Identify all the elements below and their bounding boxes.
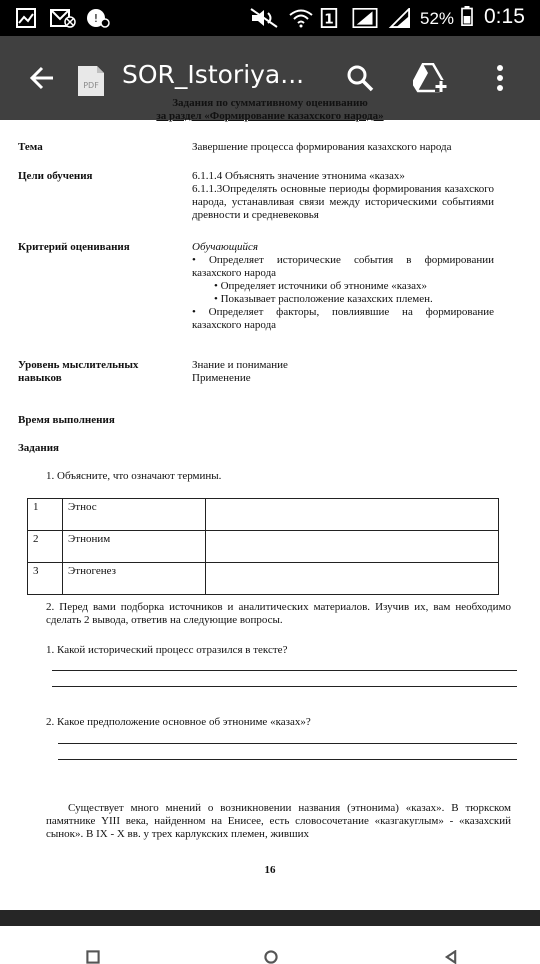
term-number: 3 (28, 563, 63, 595)
criteria-item: • Определяет факторы, повлиявшие на формирование казахского народа (192, 306, 494, 331)
goals-value (192, 170, 494, 222)
topic-label: Тема (18, 141, 43, 153)
table-row (28, 499, 499, 531)
tasks-label: Задания (18, 442, 59, 454)
image-notification-icon (16, 8, 36, 28)
more-vert-icon (496, 64, 504, 92)
source-passage: Существует много мнений о возникновении названия (этнонима) «казах». В тюркском памятнике YIII века, найденном на Енисее, есть словосочетание «казгакуглым» - «казахский сынок». В IX - X вв. у трех карлукских племен, живших (46, 802, 511, 840)
term-name: Этнос (63, 499, 206, 531)
signal-icon-2 (388, 8, 412, 28)
level-item: Знание и понимание (192, 359, 288, 371)
term-definition (206, 531, 499, 563)
criteria-item: • Показывает расположение казахских племен. (214, 293, 433, 305)
criteria-value (192, 241, 494, 332)
term-name: Этногенез (63, 563, 206, 595)
task-1-text: 1. Объясните, что означают термины. (46, 470, 222, 482)
answer-line (58, 743, 517, 744)
answer-line (52, 686, 517, 687)
search-icon (346, 64, 374, 92)
pdf-file-icon (78, 66, 104, 96)
criteria-label: Критерий оценивания (18, 241, 130, 253)
settings-notification-icon (86, 8, 110, 28)
goals-label: Цели обучения (18, 170, 93, 182)
mute-icon (250, 8, 280, 28)
term-number: 1 (28, 499, 63, 531)
wifi-icon (288, 8, 314, 28)
drive-add-icon (413, 63, 447, 93)
svg-text:1: 1 (324, 11, 334, 28)
answer-line (58, 759, 517, 760)
table-row (28, 531, 499, 563)
criteria-intro: Обучающийся (192, 241, 259, 253)
svg-text:PDF: PDF (83, 81, 99, 90)
page-number: 16 (264, 864, 276, 876)
question-2: 2. Какое предположение основное об этнониме «казах»? (46, 716, 311, 728)
question-1: 1. Какой исторический процесс отразился в тексте? (46, 644, 288, 656)
battery-percent: 52% (420, 9, 455, 28)
navigation-bar (0, 926, 540, 960)
more-options-button[interactable] (480, 58, 520, 98)
document-title: SOR_Istoriya... (122, 60, 305, 89)
answer-line (52, 670, 517, 671)
search-button[interactable] (340, 58, 380, 98)
document-heading-line-2: за раздел «Формирование казахского народа» (156, 110, 384, 122)
table-row (28, 563, 499, 595)
term-definition (206, 563, 499, 595)
pdf-page[interactable] (0, 96, 540, 910)
bottom-toolbar (0, 910, 540, 926)
document-heading-line-1: Задания по суммативному оцениванию (172, 97, 368, 109)
task-2-text: 2. Перед вами подборка источников и аналитических материалов. Изучив их, вам необходимо сделать 2 вывода, ответив на следующие вопросы. (46, 601, 511, 626)
recent-apps-icon[interactable] (86, 950, 100, 964)
level-label: Уровень мыслительных навыков (18, 359, 139, 384)
home-icon[interactable] (264, 950, 278, 964)
level-value (192, 359, 494, 385)
time-label: Время выполнения (18, 414, 115, 426)
term-number: 2 (28, 531, 63, 563)
battery-icon (460, 6, 474, 26)
criteria-item: • Определяет исторические события в формировании казахского народа (192, 254, 494, 279)
sim-indicator-icon (320, 8, 338, 28)
level-item: Применение (192, 372, 251, 384)
terms-table (27, 498, 499, 595)
back-nav-icon[interactable] (444, 950, 458, 964)
goal-item: 6.1.1.4 Объяснять значение этнонима «казах» (192, 170, 405, 182)
signal-icon-1 (350, 8, 380, 28)
term-definition (206, 499, 499, 531)
back-button[interactable] (22, 58, 62, 98)
status-bar (0, 0, 540, 36)
add-to-drive-button[interactable] (410, 58, 450, 98)
topic-value: Завершение процесса формирования казахского народа (192, 141, 452, 153)
svg-text:!: ! (93, 12, 99, 25)
gmail-notification-icon (50, 8, 76, 28)
goal-item: 6.1.1.3Определять основные периоды формирования казахского народа, устанавливая связи между историческими событиями древности и средневековья (192, 183, 494, 221)
clock: 0:15 (484, 5, 525, 28)
criteria-item: • Определяет источники об этнониме «казах» (214, 280, 427, 292)
arrow-back-icon (29, 65, 55, 91)
term-name: Этноним (63, 531, 206, 563)
